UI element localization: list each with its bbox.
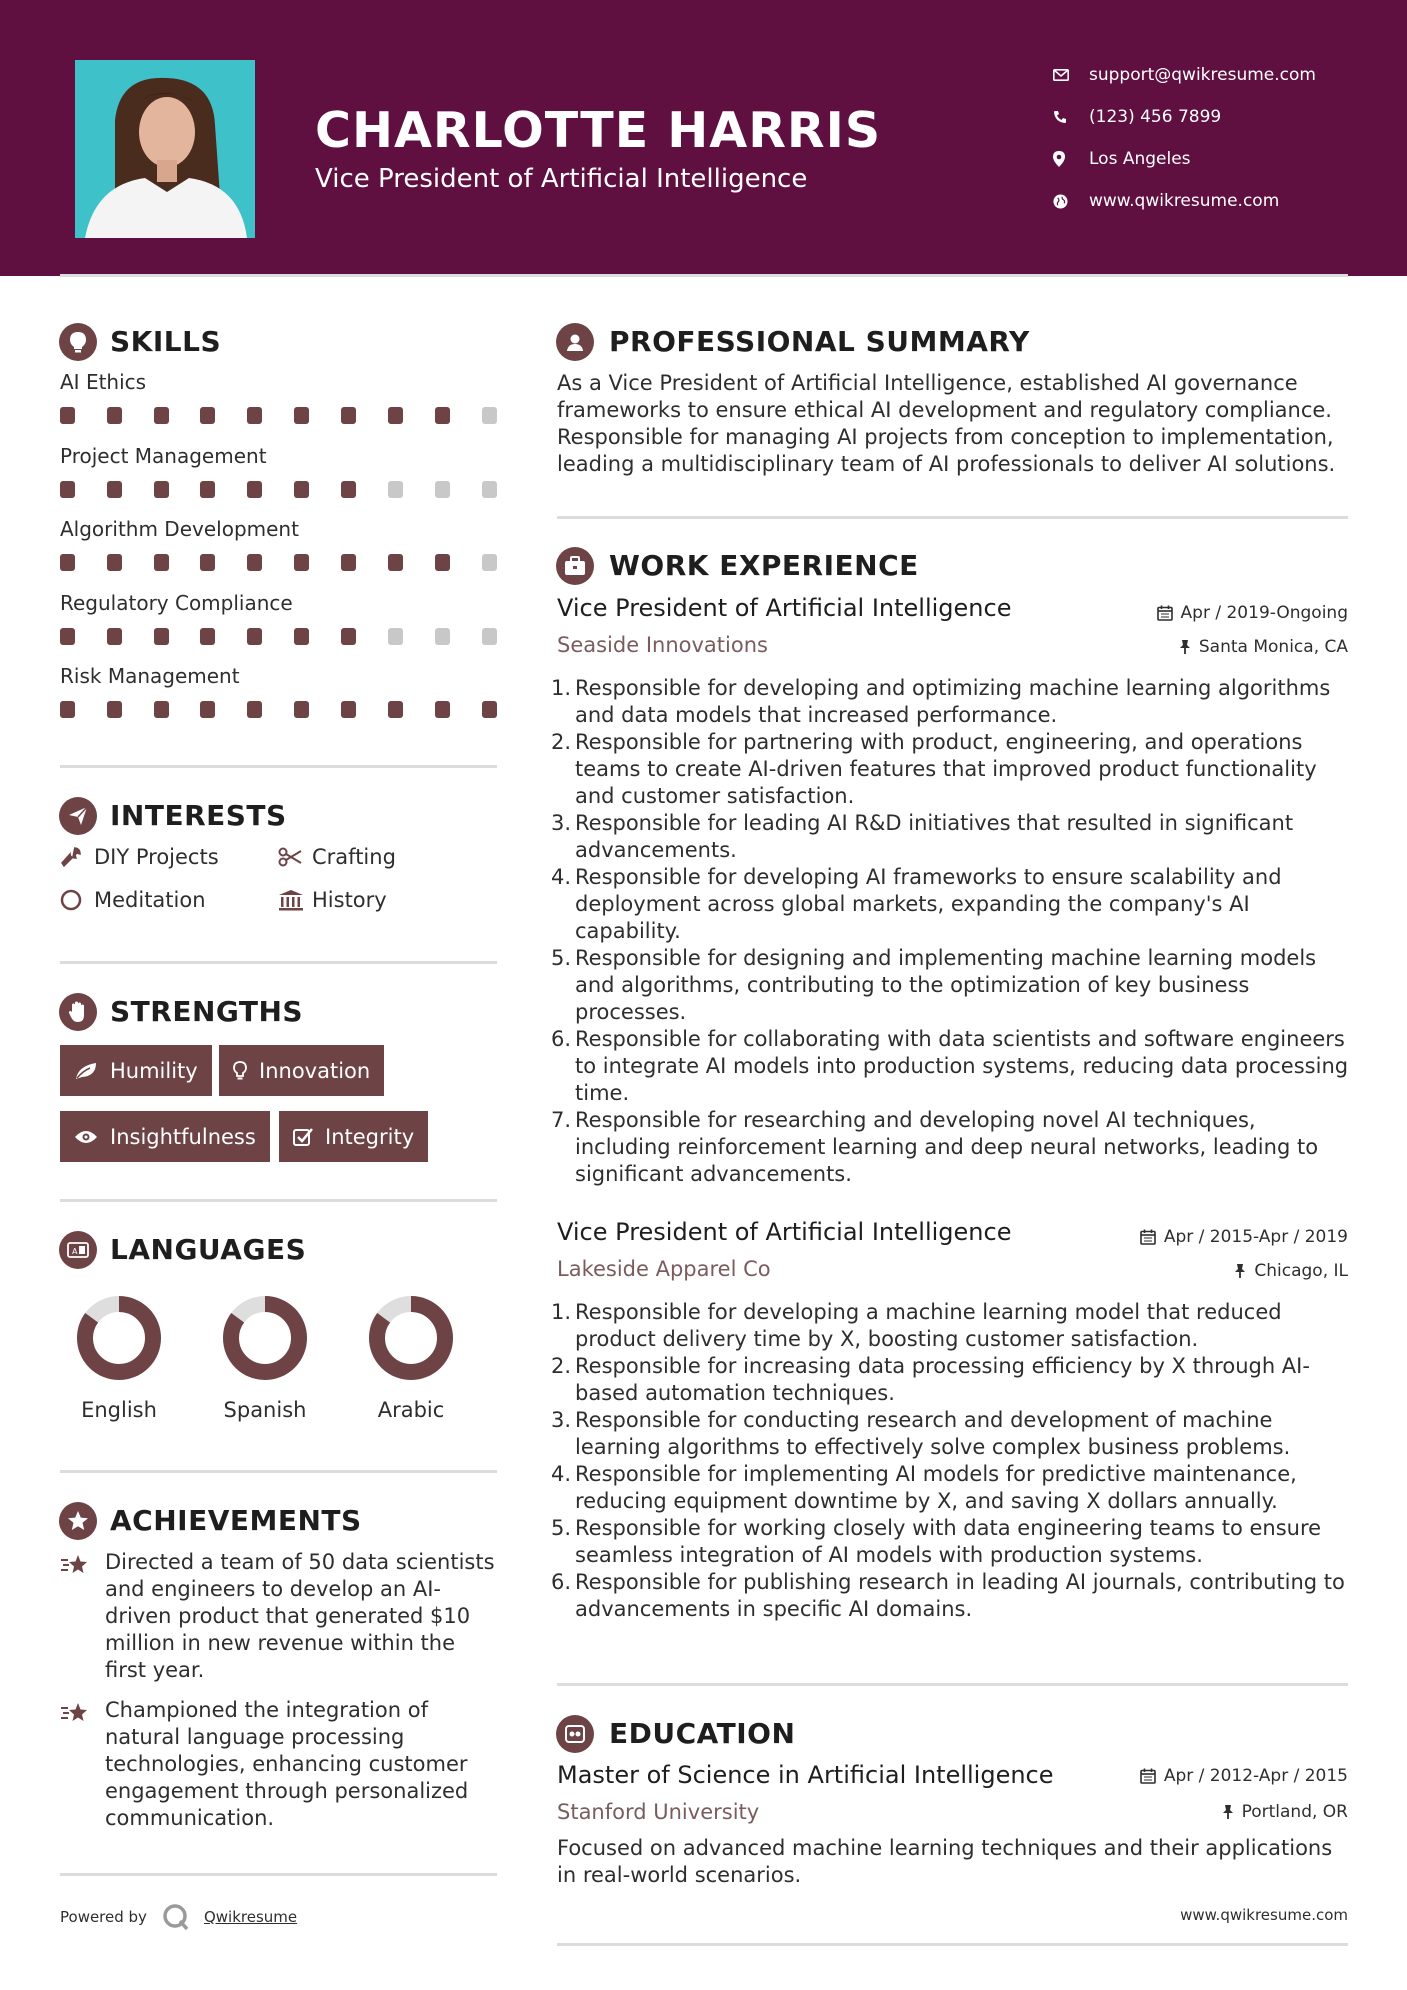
bullet-number: 5. [551,1516,572,1540]
skill-dot-filled [154,701,169,718]
skill-dot-filled [60,628,75,645]
interest-label: History [312,888,387,912]
skill-dot-filled [154,481,169,498]
language-name: Arabic [377,1398,445,1422]
graduation-cap-icon [556,1715,594,1753]
skill-dot-filled [435,554,450,571]
skill-dot-filled [247,628,262,645]
skill-dot-filled [247,554,262,571]
skill-dot-filled [247,481,262,498]
scissors-icon [278,847,312,867]
calendar-icon [1157,605,1173,621]
skill-name: Algorithm Development [60,517,299,541]
email-text: support@qwikresume.com [1089,65,1316,85]
skill-dot-filled [60,554,75,571]
skill-dot-filled [200,554,215,571]
skill-dot-filled [200,481,215,498]
bullet-text: Responsible for designing and implementing machine learning models and algorithms, contributing to the optimization of key business processes. [575,946,1317,1024]
footer-url[interactable]: www.qwikresume.com [1180,1906,1348,1924]
bullet-text: Responsible for developing AI frameworks to ensure scalability and deployment across global markets, expanding the company's AI capability. [575,865,1282,943]
briefcase-icon [556,547,594,585]
skill-dot-filled [294,407,309,424]
skill-dot-empty [388,481,403,498]
svg-text:A: A [72,1247,78,1256]
skill-dot-filled [107,554,122,571]
bullet-number: 7. [551,1108,572,1132]
bullet-number: 3. [551,811,572,835]
achievements-divider [60,1873,497,1876]
skill-dot-filled [247,407,262,424]
bullet-number: 5. [551,946,572,970]
summary-text: As a Vice President of Artificial Intelligence, established AI governance frameworks to ensure ethical AI development and regulatory compliance. Responsible for managing AI projects from conception to implementation, leading a multidisciplinary team of AI professionals to deliver AI solutions. [557,371,1336,476]
interest-item [278,845,396,869]
languages-divider [60,1470,497,1473]
bullet-text: Responsible for developing and optimizing machine learning algorithms and data models that increased performance. [575,676,1331,727]
bullet-text: Responsible for increasing data processing efficiency by X through AI-based automation techniques. [575,1354,1310,1405]
bullet-number: 2. [551,1354,572,1378]
skill-name: Regulatory Compliance [60,590,293,615]
education-heading: EDUCATION [609,1717,796,1750]
job-location: Chicago, IL [1234,1261,1348,1281]
job-bullets [551,1299,1351,1623]
skill-dot-filled [388,554,403,571]
job-bullet [551,1461,1351,1515]
skill-dot-filled [247,701,262,718]
strengths-heading: STRENGTHS [110,995,304,1028]
bullet-number: 6. [551,1570,572,1594]
skill-dot-filled [200,407,215,424]
interest-item [60,888,206,912]
job-bullet [551,1299,1351,1353]
footer-divider [557,1943,1348,1946]
language-icon [59,1231,97,1269]
skill-dot-filled [294,628,309,645]
skill-dot-empty [482,481,497,498]
skill-dot-filled [200,701,215,718]
experience-heading: WORK EXPERIENCE [609,549,919,582]
job-bullet [551,945,1351,1026]
location-text: Los Angeles [1089,149,1191,169]
strength-label: Humility [110,1058,198,1083]
check-square-icon [293,1127,313,1147]
skill-dot-filled [60,481,75,498]
interest-label: Crafting [312,845,396,869]
skill-dot-empty [388,628,403,645]
qwikresume-logo-icon [162,1903,190,1931]
job-company: Lakeside Apparel Co [557,1257,771,1281]
contact-phone[interactable] [1053,96,1316,138]
bullet-number: 1. [551,676,572,700]
interest-item [60,845,219,869]
envelope-icon [1053,69,1089,81]
job-location: Santa Monica, CA [1179,637,1348,657]
job-date: Apr / 2019-Ongoing [1157,603,1348,623]
globe-icon [1053,194,1089,209]
language-proficiency-ring [366,1293,456,1383]
bullet-number: 6. [551,1027,572,1051]
skill-dot-empty [482,407,497,424]
strengths-divider [60,1199,497,1202]
skill-dot-filled [200,628,215,645]
languages-heading: LANGUAGES [110,1233,307,1266]
bullet-number: 4. [551,865,572,889]
send-icon [59,797,97,835]
job-bullet [551,1569,1351,1623]
education-location: Portland, OR [1222,1802,1348,1822]
interests-heading: INTERESTS [110,799,287,832]
bullet-text: Responsible for partnering with product, engineering, and operations teams to create AI-driven features that improved product functionality and customer satisfaction. [575,730,1317,808]
contact-block [1053,54,1316,222]
job-bullet [551,1515,1351,1569]
education-date: Apr / 2012-Apr / 2015 [1140,1766,1348,1786]
bullet-text: Responsible for leading AI R&D initiatives that resulted in significant advancements. [575,811,1294,862]
school-name: Stanford University [557,1800,760,1824]
skill-dot-filled [341,407,356,424]
achievement-item [60,1697,500,1832]
header-divider [60,274,1348,277]
skill-dot-filled [341,554,356,571]
website-text: www.qwikresume.com [1089,191,1280,211]
skill-dot-filled [482,701,497,718]
skill-dot-filled [294,481,309,498]
bullet-number: 1. [551,1300,572,1324]
job-bullet [551,1107,1351,1188]
skill-dot-filled [107,407,122,424]
user-icon [556,323,594,361]
strength-label: Insightfulness [110,1124,256,1149]
degree-title: Master of Science in Artificial Intelligence [557,1761,1054,1789]
job-title: Vice President of Artificial Intelligence [557,1218,1012,1246]
strength-tag [219,1045,384,1096]
skill-dot-filled [341,701,356,718]
eye-icon [74,1129,98,1145]
skill-dot-filled [341,481,356,498]
skill-name: Project Management [60,443,267,468]
achievement-item [60,1549,500,1684]
summary-heading: PROFESSIONAL SUMMARY [609,325,1030,358]
bullet-number: 4. [551,1462,572,1486]
job-bullet [551,1353,1351,1407]
skill-dot-filled [294,554,309,571]
contact-website[interactable] [1053,180,1316,222]
bullet-text: Responsible for working closely with data engineering teams to ensure seamless integration of AI models with production systems. [575,1516,1322,1567]
star-list-icon [60,1549,105,1684]
bullet-text: Responsible for developing a machine learning model that reduced product delivery time by X, boosting customer satisfaction. [575,1300,1282,1351]
skills-heading: SKILLS [110,325,222,358]
phone-text: (123) 456 7899 [1089,107,1222,127]
strength-tag [60,1045,212,1096]
bullet-text: Responsible for collaborating with data scientists and software engineers to integrate AI models into production systems, reducing data processing time. [575,1027,1349,1105]
job-bullet [551,729,1351,810]
museum-icon [278,889,312,911]
job-bullet [551,1407,1351,1461]
phone-icon [1053,110,1089,124]
lightbulb-icon [59,323,97,361]
skill-dot-empty [482,554,497,571]
bullet-text: Responsible for researching and developing novel AI techniques, including reinforcement learning and deep neural networks, leading to significant advancements. [575,1108,1319,1186]
bullet-text: Responsible for conducting research and development of machine learning algorithms to effectively solve complex business problems. [575,1408,1291,1459]
job-date: Apr / 2015-Apr / 2019 [1140,1227,1348,1247]
pushpin-icon [1234,1263,1246,1279]
map-pin-icon [1053,151,1089,167]
calendar-icon [1140,1768,1156,1784]
bullet-number: 3. [551,1408,572,1432]
language-name: English [81,1398,157,1422]
strength-tag [279,1111,428,1162]
skills-divider [60,765,497,768]
wrench-icon [60,846,94,868]
language-name: Spanish [223,1398,307,1422]
achievement-text: Directed a team of 50 data scientists and engineers to develop an AI-driven product that generated $10 million in new revenue within the first year. [105,1550,495,1682]
skill-dot-filled [435,701,450,718]
job-bullet [551,810,1351,864]
skill-dot-filled [107,701,122,718]
circle-icon [60,889,94,911]
skill-dot-filled [154,554,169,571]
summary-divider [557,516,1348,519]
skill-dot-filled [388,701,403,718]
calendar-icon [1140,1229,1156,1245]
hand-icon [59,993,97,1031]
pushpin-icon [1222,1804,1234,1820]
job-bullet [551,864,1351,945]
education-description: Focused on advanced machine learning techniques and their applications in real-world scenarios. [557,1836,1333,1887]
achievements-heading: ACHIEVEMENTS [110,1504,362,1537]
interest-label: DIY Projects [94,845,219,869]
achievement-text: Championed the integration of natural language processing technologies, enhancing customer engagement through personalized communication. [105,1698,469,1830]
bullet-text: Responsible for publishing research in leading AI journals, contributing to advancements in specific AI domains. [575,1570,1345,1621]
candidate-name: CHARLOTTE HARRIS [315,102,882,159]
experience-divider [557,1683,1348,1686]
skill-dot-filled [435,407,450,424]
profile-photo [75,60,255,238]
job-bullet [551,675,1351,729]
pushpin-icon [1179,639,1191,655]
strength-label: Integrity [325,1124,415,1149]
strength-tag [60,1111,270,1162]
job-title: Vice President of Artificial Intelligence [557,594,1012,622]
skill-name: AI Ethics [60,370,147,394]
qwikresume-link[interactable]: Qwikresume [203,1908,298,1926]
award-icon [59,1502,97,1540]
powered-by-label: Powered by [60,1908,147,1926]
resume-header [0,0,1407,276]
lightbulb-icon [233,1061,247,1081]
skill-dot-filled [107,481,122,498]
bullet-text: Responsible for implementing AI models for predictive maintenance, reducing equipment downtime by X, and saving X dollars annually. [575,1462,1297,1513]
job-bullets [551,675,1351,1188]
skill-dot-empty [435,481,450,498]
skill-dot-filled [60,407,75,424]
bullet-number: 2. [551,730,572,754]
contact-location [1053,138,1316,180]
interest-item [278,888,387,912]
powered-by [60,1903,297,1931]
skill-name: Risk Management [60,664,240,688]
skill-dot-filled [60,701,75,718]
skill-dot-filled [154,628,169,645]
skill-dot-empty [435,628,450,645]
skill-dot-filled [341,628,356,645]
interests-divider [60,961,497,964]
skill-dot-empty [482,628,497,645]
skill-dot-filled [294,701,309,718]
skill-dot-filled [388,407,403,424]
job-bullet [551,1026,1351,1107]
skill-dot-filled [154,407,169,424]
candidate-title: Vice President of Artificial Intelligence [315,164,808,194]
interest-label: Meditation [94,888,206,912]
language-proficiency-ring [74,1293,164,1383]
contact-email[interactable] [1053,54,1316,96]
skill-dot-filled [107,628,122,645]
star-list-icon [60,1697,105,1832]
job-company: Seaside Innovations [557,633,768,657]
leaf-icon [74,1062,98,1080]
strength-label: Innovation [259,1058,371,1083]
language-proficiency-ring [220,1293,310,1383]
